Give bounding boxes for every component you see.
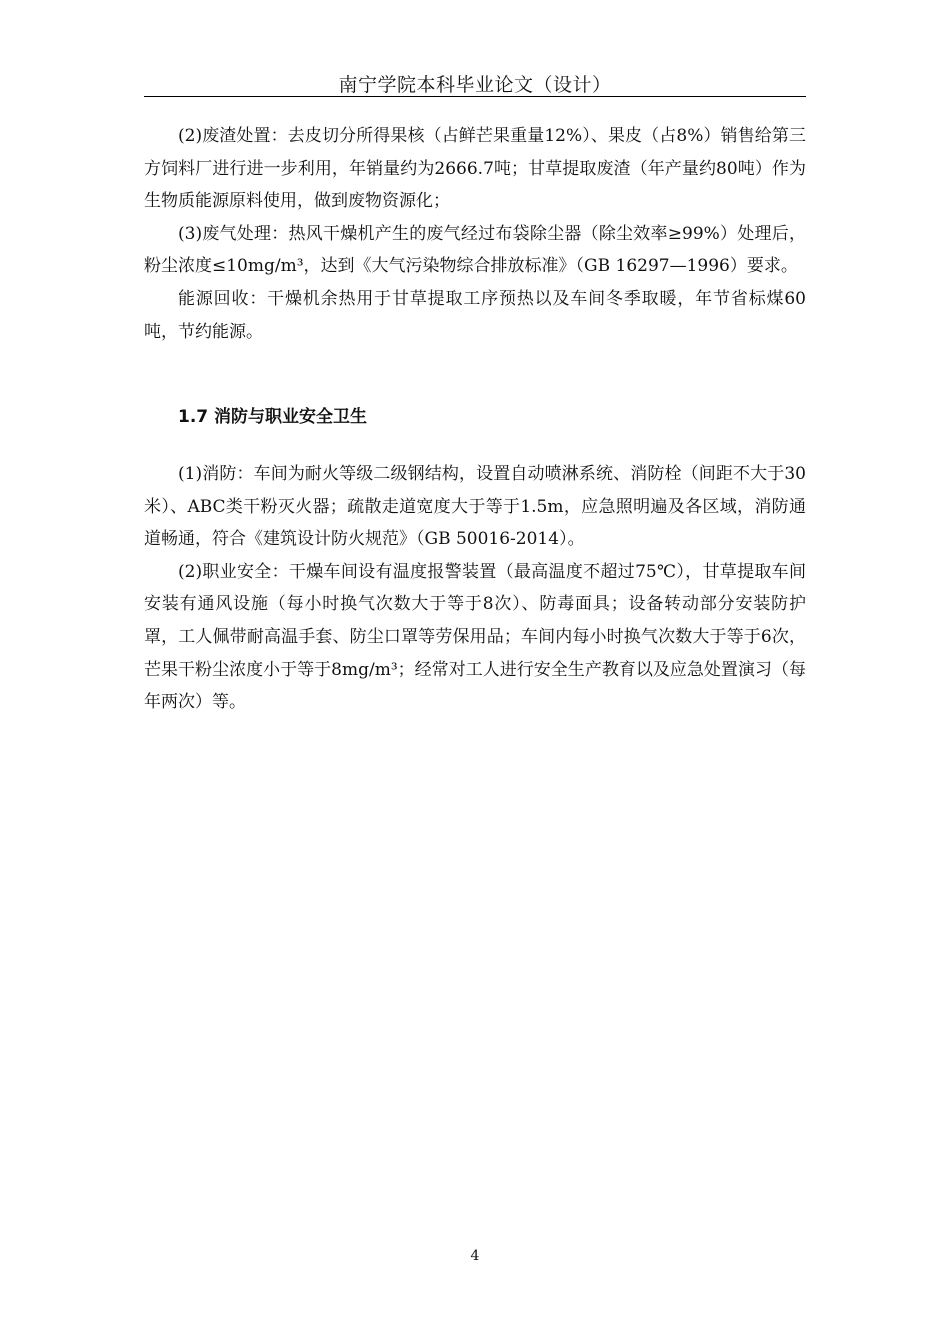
paragraph-energy-recovery: 能源回收：干燥机余热用于甘草提取工序预热以及车间冬季取暖，年节省标煤60吨，节约能源。 [144, 288, 806, 342]
page-number: 4 [470, 1248, 480, 1264]
header-divider [144, 96, 806, 97]
body-text-bottom [144, 458, 806, 719]
paragraph-fire-protection: (1)消防：车间为耐火等级二级钢结构，设置自动喷淋系统、消防栓（间距不大于30米）、ABC类干粉灭火器；疏散走道宽度大于等于1.5m，应急照明遍及各区域，消防通道畅通，符合《建筑设计防火规范》（GB 50016-2014）。 [144, 464, 806, 550]
running-header-title: 南宁学院本科毕业论文（设计） [338, 74, 612, 96]
paragraph-waste-gas: (3)废气处理：热风干燥机产生的废气经过布袋除尘器（除尘效率≥99%）处理后，粉尘浓度≤10mg/m³，达到《大气污染物综合排放标准》（GB 16297—1996）要求。 [144, 223, 806, 277]
paragraph-occupational-safety: (2)职业安全：干燥车间设有温度报警装置（最高温度不超过75℃），甘草提取车间安装有通风设施（每小时换气次数大于等于8次）、防毒面具；设备转动部分安装防护罩，工人佩带耐高温手套、防尘口罩等劳保用品；车间内每小时换气次数大于等于6次，芒果干粉尘浓度小于等于8mg/m³；经常对工人进行安全生产教育以及应急处置演习（每年两次）等。 [144, 561, 806, 713]
body-text-top [144, 120, 806, 348]
paragraph-waste-residue: (2)废渣处置：去皮切分所得果核（占鲜芒果重量12%）、果皮（占8%）销售给第三方饲料厂进行进一步利用，年销量约为2666.7吨；甘草提取废渣（年产量约80吨）作为生物质能源原料使用，做到废物资源化； [144, 126, 806, 212]
section-heading: 1.7 消防与职业安全卫生 [178, 407, 368, 427]
